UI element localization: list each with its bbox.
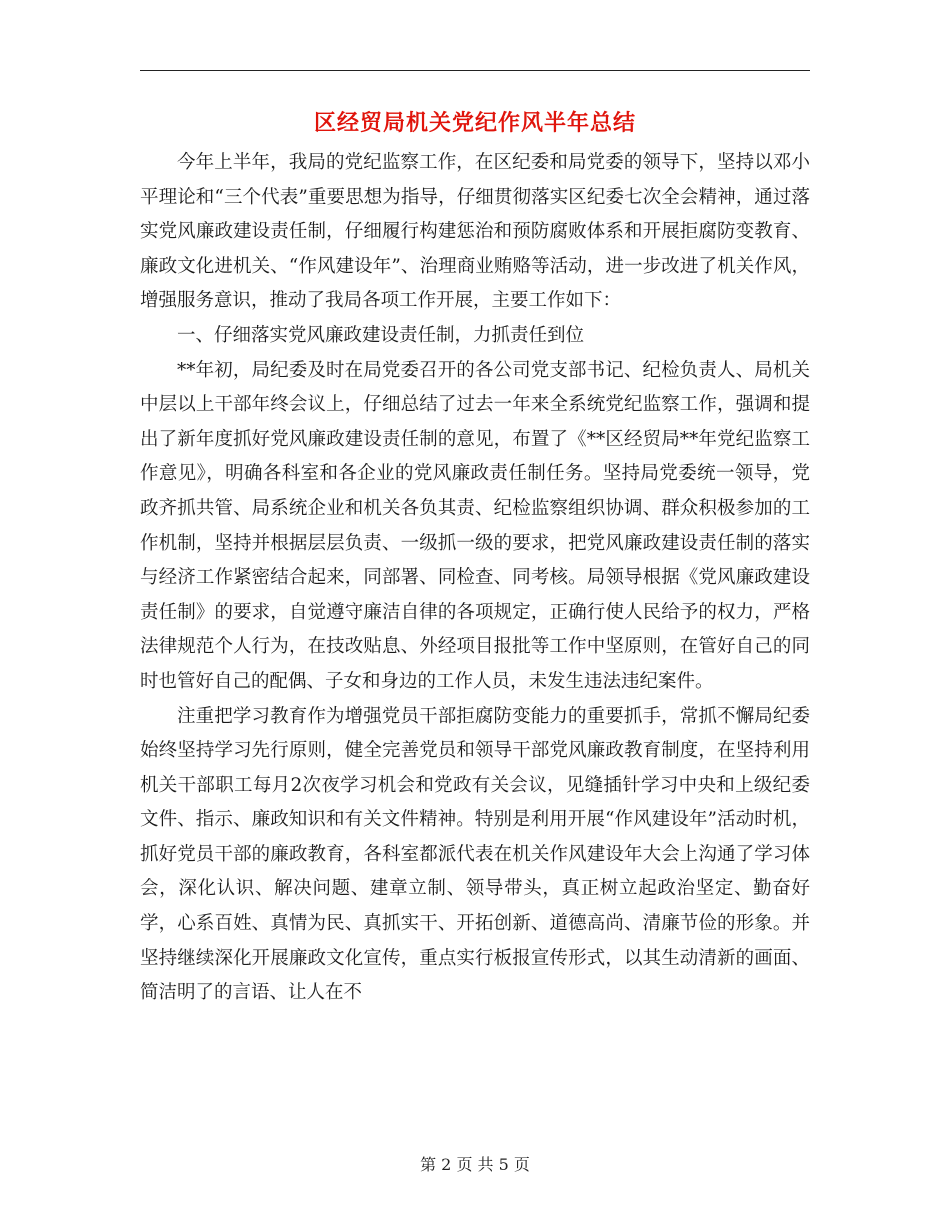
- page-footer: 第 2 页 共 5 页: [420, 1155, 530, 1174]
- paragraph-education: 注重把学习教育作为增强党员干部拒腐防变能力的重要抓手，常抓不懈局纪委始终坚持学习先行原则，健全完善党员和领导干部党风廉政教育制度，在坚持利用机关干部职工每月2次夜学习机会和党政有关会议，见缝插针学习中央和上级纪委文件、指示、廉政知识和有关文件精神。特别是利用开展“作风建设年”活动时机，抓好党员干部的廉政教育，各科室都派代表在机关作风建设年大会上沟通了学习体会，深化认识、解决问题、建章立制、领导带头，真正树立起政治坚定、勤奋好学，心系百姓、真情为民、真抓实干、开拓创新、道德高尚、清廉节俭的形象。并坚持继续深化开展廉政文化宣传，重点实行板报宣传形式，以其生动清新的画面、简洁明了的言语、让人在不: [140, 705, 810, 1004]
- header-rule: [140, 70, 810, 71]
- section-heading-1: 一、仔细落实党风廉政建设责任制，力抓责任到位: [177, 324, 585, 346]
- paragraph-responsibility: **年初，局纪委及时在局党委召开的各公司党支部书记、纪检负责人、局机关中层以上干部年终会议上，仔细总结了过去一年来全系统党纪监察工作，强调和提出了新年度抓好党风廉政建设责任制的意见，布置了《**区经贸局**年党纪监察工作意见》，明确各科室和各企业的党风廉政责任制任务。坚持局党委统一领导，党政齐抓共管、局系统企业和机关各负其责、纪检监察组织协调、群众积极参加的工作机制，坚持并根据层层负责、一级抓一级的要求，把党风廉政建设责任制的落实与经济工作紧密结合起来，同部署、同检查、同考核。局领导根据《党风廉政建设责任制》的要求，自觉遵守廉洁自律的各项规定，正确行使人民给予的权力，严格法律规范个人行为，在技改贴息、外经项目报批等工作中坚原则，在管好自己的同时也管好自己的配偶、子女和身边的工作人员，未发生违法违纪案件。: [140, 359, 810, 692]
- document-body: [140, 146, 810, 1011]
- document-title: 区经贸局机关党纪作风半年总结: [313, 111, 636, 136]
- paragraph-intro: 今年上半年，我局的党纪监察工作，在区纪委和局党委的领导下，坚持以邓小平理论和“三个代表”重要思想为指导，仔细贯彻落实区纪委七次全会精神，通过落实党风廉政建设责任制，仔细履行构建惩治和预防腐败体系和开展拒腐防变教育、廉政文化进机关、“作风建设年”、治理商业贿赂等活动，进一步改进了机关作风，增强服务意识，推动了我局各项工作开展，主要工作如下：: [140, 152, 810, 312]
